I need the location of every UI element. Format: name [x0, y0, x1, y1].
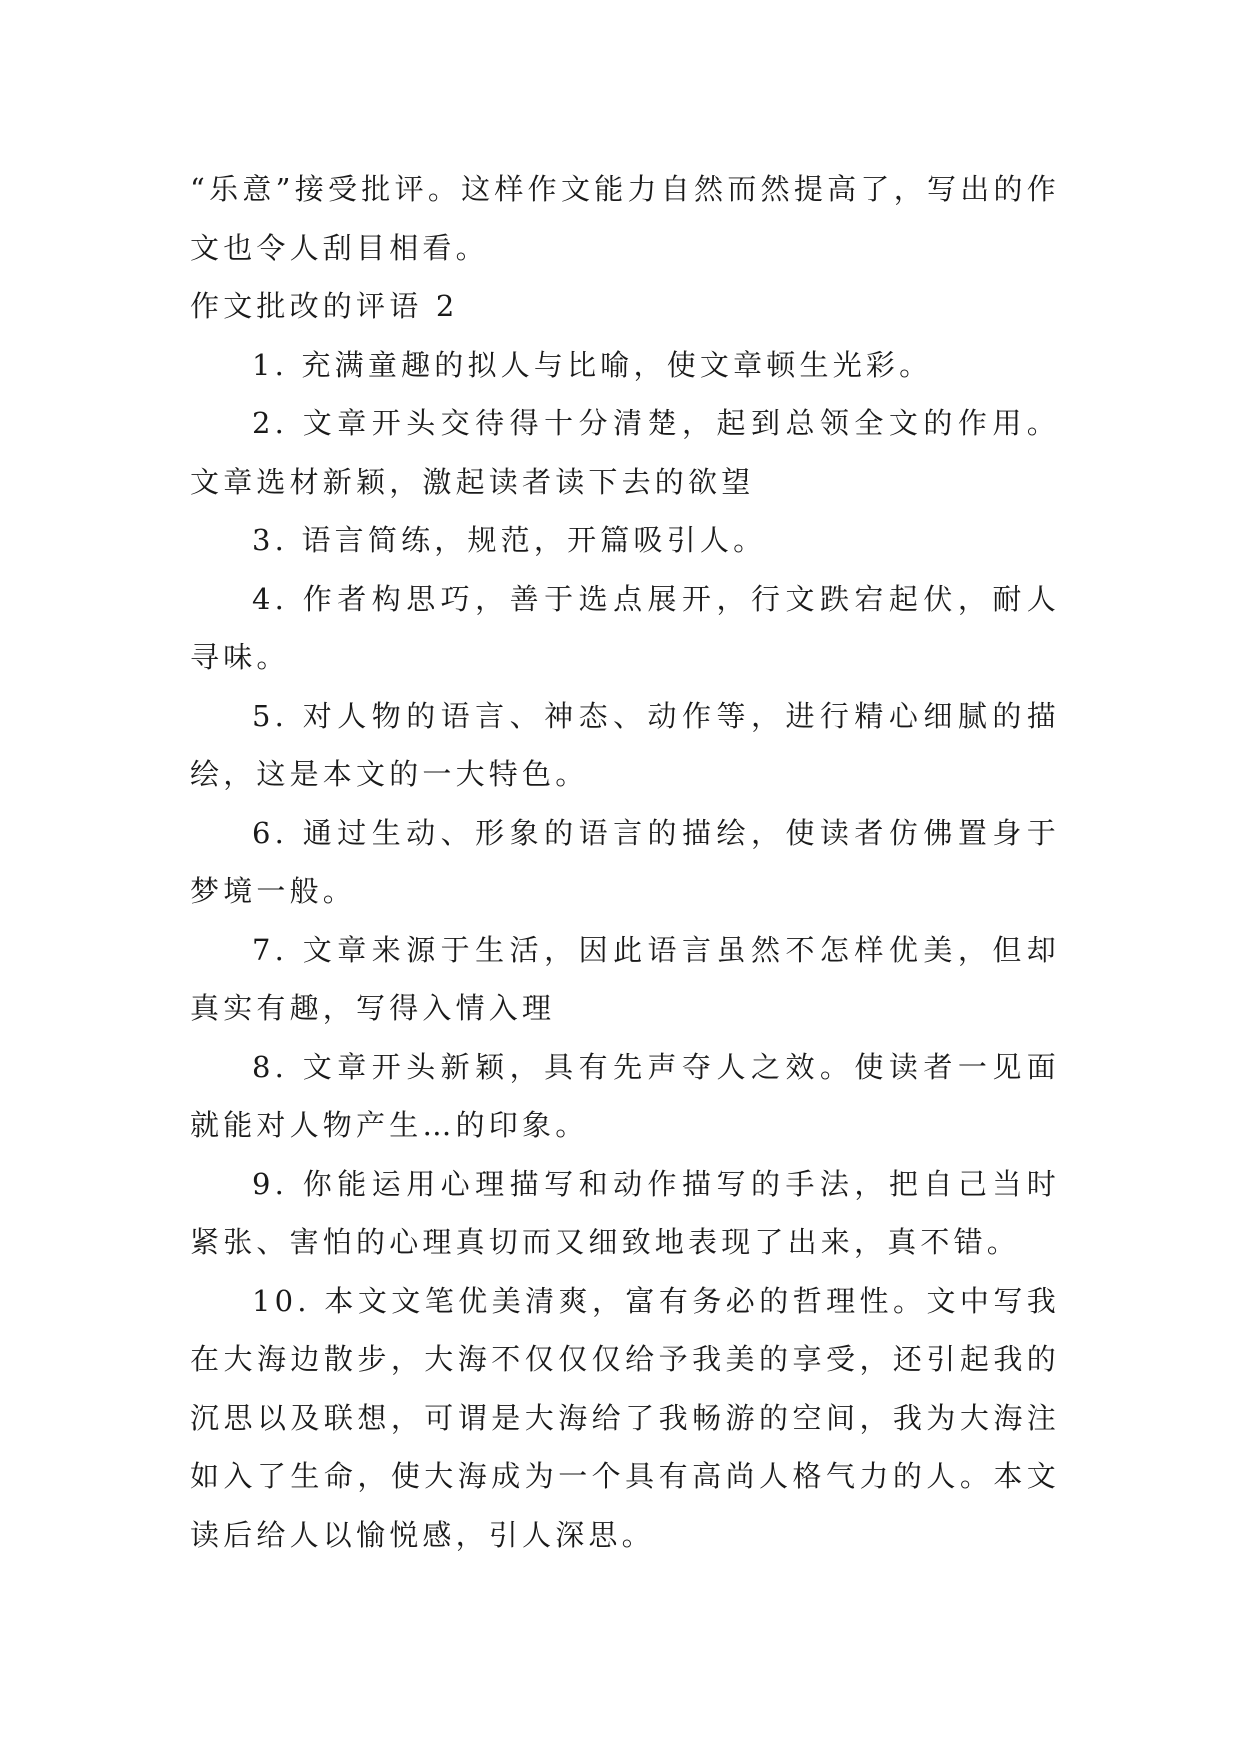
comment-item-10: 10. 本文文笔优美清爽，富有务必的哲理性。文中写我在大海边散步，大海不仅仅仅给予我美的享受，还引起我的沉思以及联想，可谓是大海给了我畅游的空间，我为大海注如入了生命，使大海成为一个具有高尚人格气力的人。本文读后给人以愉悦感，引人深思。: [190, 1283, 1060, 1552]
comment-item-5: 5. 对人物的语言、神态、动作等，进行精心细腻的描绘，这是本文的一大特色。: [190, 698, 1060, 791]
comment-item-7: 7. 文章来源于生活，因此语言虽然不怎样优美，但却真实有趣，写得入情入理: [190, 932, 1060, 1025]
comment-item-6: 6. 通过生动、形象的语言的描绘，使读者仿佛置身于梦境一般。: [190, 815, 1060, 908]
comment-item-1: 1. 充满童趣的拟人与比喻，使文章顿生光彩。: [252, 347, 933, 382]
comment-item-2: 2. 文章开头交待得十分清楚，起到总领全文的作用。文章选材新颖，激起读者读下去的欲望: [190, 406, 1060, 499]
document-page: [190, 160, 1060, 1564]
comment-item-9: 9. 你能运用心理描写和动作描写的手法，把自己当时紧张、害怕的心理真切而又细致地表现了出来，真不错。: [190, 1166, 1060, 1259]
opening-paragraph: “乐意”接受批评。这样作文能力自然而然提高了，写出的作文也令人刮目相看。: [190, 172, 1060, 265]
comment-item-4: 4. 作者构思巧，善于选点展开，行文跌宕起伏，耐人寻味。: [190, 581, 1060, 674]
comment-item-3: 3. 语言简练，规范，开篇吸引人。: [252, 523, 767, 557]
section-title: 作文批改的评语 2: [190, 289, 459, 323]
comment-item-8: 8. 文章开头新颖，具有先声夺人之效。使读者一见面就能对人物产生…的印象。: [190, 1049, 1060, 1142]
